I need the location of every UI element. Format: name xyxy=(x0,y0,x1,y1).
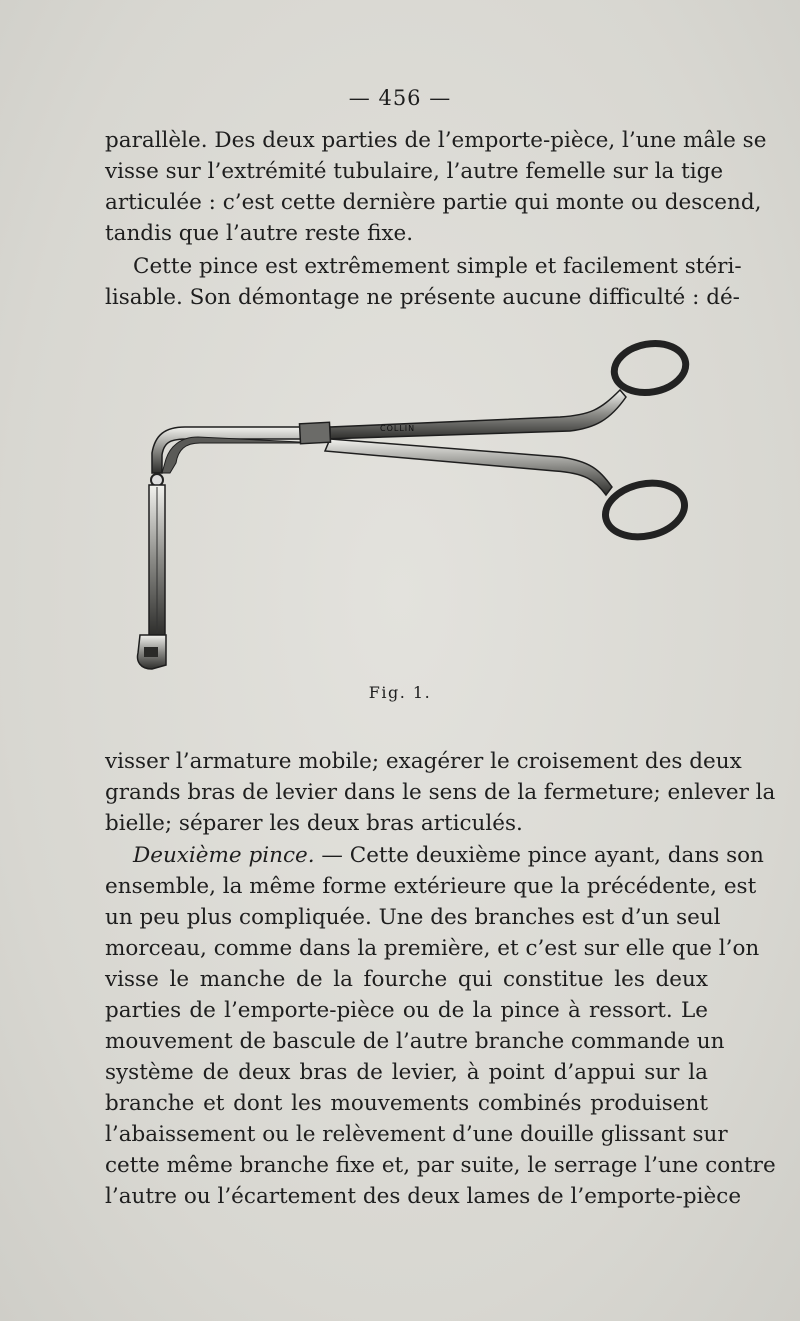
figure-caption: Fig. 1. xyxy=(368,683,432,702)
text-line: articulée : c’est cette dernière partie qui monte ou descend, xyxy=(105,190,762,215)
text-line: un peu plus compliquée. Une des branches est d’un seul xyxy=(105,905,721,930)
text-fragment: — Cette deuxième pince ayant, dans son xyxy=(314,843,764,868)
page-number: — 456 — xyxy=(348,86,452,110)
jaw-opening xyxy=(144,647,158,657)
paragraph-3 xyxy=(105,746,776,839)
text-line: grands bras de levier dans le sens de la fermeture; enlever la xyxy=(105,780,776,805)
text-line: parallèle. Des deux parties de l’emporte-pièce, l’une mâle se xyxy=(105,128,767,153)
text-line: morceau, comme dans la première, et c’est sur elle que l’on xyxy=(105,936,760,961)
text-line: ensemble, la même forme extérieure que la précédente, est xyxy=(105,874,757,899)
upper-ring-handle xyxy=(610,338,689,398)
text-line: tandis que l’autre reste fixe. xyxy=(105,221,414,246)
text-line: cette même branche fixe et, par suite, le serrage l’une contre xyxy=(105,1153,776,1178)
sliding-collar xyxy=(299,422,330,444)
text-line: l’autre ou l’écartement des deux lames de l’emporte-pièce xyxy=(105,1184,742,1209)
paragraph-4 xyxy=(105,840,776,1212)
lower-arm xyxy=(162,437,320,473)
text-line: l’abaissement ou le relèvement d’une douille glissant sur xyxy=(105,1122,728,1147)
forceps-illustration xyxy=(130,335,700,685)
text-line: bielle; séparer les deux bras articulés. xyxy=(105,811,523,836)
text-line: visser l’armature mobile; exagérer le croisement des deux xyxy=(105,749,742,774)
hinge-pivot xyxy=(151,474,163,486)
text-line: Cette pince est extrêmement simple et facilement stéri- xyxy=(133,254,742,279)
paragraph-1 xyxy=(105,125,767,249)
text-line: parties de l’emporte-pièce ou de la pince à ressort. Le xyxy=(105,998,708,1023)
forceps-engraving xyxy=(130,335,700,685)
section-lead-italic: Deuxième pince. xyxy=(133,843,315,868)
lower-shank xyxy=(325,439,612,495)
text-line: visse sur l’extrémité tubulaire, l’autre femelle sur la tige xyxy=(105,159,724,184)
text-line: mouvement de bascule de l’autre branche commande un xyxy=(105,1029,725,1054)
paragraph-2 xyxy=(105,251,742,313)
upper-shank xyxy=(325,390,626,439)
text-line xyxy=(105,840,764,871)
text-line: système de deux bras de levier, à point d’appui sur la xyxy=(105,1060,708,1085)
text-line: lisable. Son démontage ne présente aucune difficulté : dé- xyxy=(105,285,740,310)
lower-ring-handle xyxy=(600,476,689,543)
text-line: branche et dont les mouvements combinés produisent xyxy=(105,1091,708,1116)
text-line: visse le manche de la fourche qui constitue les deux xyxy=(105,967,708,992)
maker-label: COLLIN xyxy=(380,424,416,433)
